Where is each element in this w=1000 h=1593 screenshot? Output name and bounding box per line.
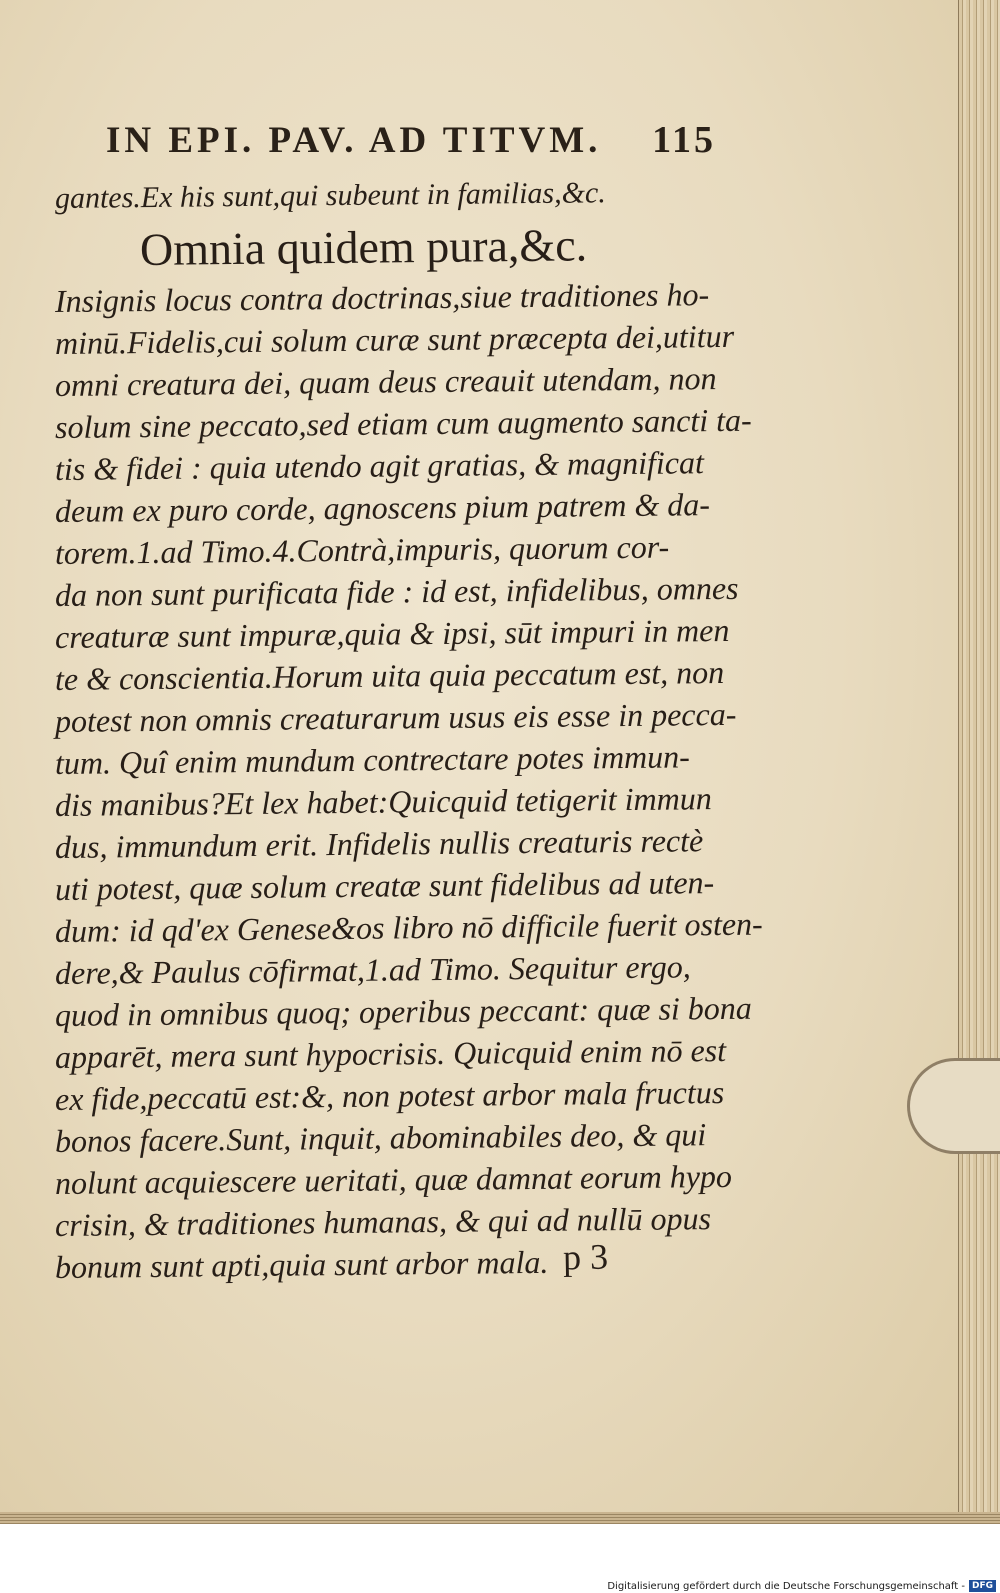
section-heading: Omnia quidem pura,&c. xyxy=(139,219,588,275)
dfg-logo-icon: DFG xyxy=(969,1580,996,1592)
running-title: IN EPI. PAV. AD TITVM. xyxy=(106,120,602,161)
text-line: deum ex puro corde, agnoscens pium patrem & da- xyxy=(54,486,711,529)
text-line: potest non omnis creaturarum usus eis esse in pecca- xyxy=(54,695,737,739)
text-line: bonos facere.Sunt, inquit, abominabiles deo, & qui xyxy=(54,1116,707,1159)
text-line: omni creatura dei, quam deus creauit utendam, non xyxy=(54,360,717,403)
text-line: gantes.Ex his sunt,qui subeunt in familias,&c. xyxy=(54,176,606,215)
signature-mark: p 3 xyxy=(562,1236,609,1278)
text-line: dus, immundum erit. Infidelis nullis creaturis rectè xyxy=(54,822,704,865)
text-line: bonum sunt apti,quia sunt arbor mala. xyxy=(54,1243,549,1285)
text-line: crisin, & traditiones humanas, & qui ad nullū opus xyxy=(54,1200,712,1243)
text-line: tis & fidei : quia utendo agit gratias, & magnificat xyxy=(54,444,705,487)
text-line: apparēt, mera sunt hypocrisis. Quicquid enim nō est xyxy=(54,1031,727,1075)
clasp-icon xyxy=(907,1058,1000,1154)
body-text xyxy=(54,176,763,1288)
text-line: torem.1.ad Timo.4.Contrà,impuris, quorum cor- xyxy=(54,528,670,571)
text-line: te & conscientia.Horum uita quia peccatum est, non xyxy=(54,653,725,697)
text-line: uti potest, quæ solum creatæ sunt fidelibus ad uten- xyxy=(54,864,715,907)
text-line: tum. Quî enim mundum contrectare potes immun- xyxy=(54,738,691,781)
text-line: ex fide,peccatū est:&, non potest arbor mala fructus xyxy=(54,1073,725,1117)
text-line: Insignis locus contra doctrinas,siue traditiones ho- xyxy=(54,276,710,319)
text-line: solum sine peccato,sed etiam cum augmento sancti ta- xyxy=(54,401,752,445)
text-line: da non sunt purificata fide : id est, infidelibus, omnes xyxy=(54,569,739,613)
page-edges-bottom xyxy=(0,1512,1000,1524)
text-line: quod in omnibus quoq; operibus peccant: quæ si bona xyxy=(54,989,752,1033)
running-head xyxy=(106,118,716,162)
folio-number: 115 xyxy=(652,119,716,161)
text-line: dere,& Paulus cōfirmat,1.ad Timo. Sequitur ergo, xyxy=(54,948,691,991)
text-line: nolunt acquiescere ueritati, quæ damnat eorum hypo xyxy=(54,1157,733,1201)
page-edges xyxy=(958,0,1000,1520)
digitization-footer xyxy=(0,1579,1000,1593)
text-line: dis manibus?Et lex habet:Quicquid tetigerit immun xyxy=(54,780,712,823)
text-line: minū.Fidelis,cui solum curæ sunt præcepta dei,utitur xyxy=(54,317,735,361)
text-line: creaturæ sunt impuræ,quia & ipsi, sūt impuri in men xyxy=(54,611,730,655)
footer-credit: Digitalisierung gefördert durch die Deutsche Forschungsgemeinschaft - xyxy=(607,1580,965,1592)
text-line: dum: id qd'ex Genese&os libro nō difficile fuerit osten- xyxy=(54,905,763,949)
